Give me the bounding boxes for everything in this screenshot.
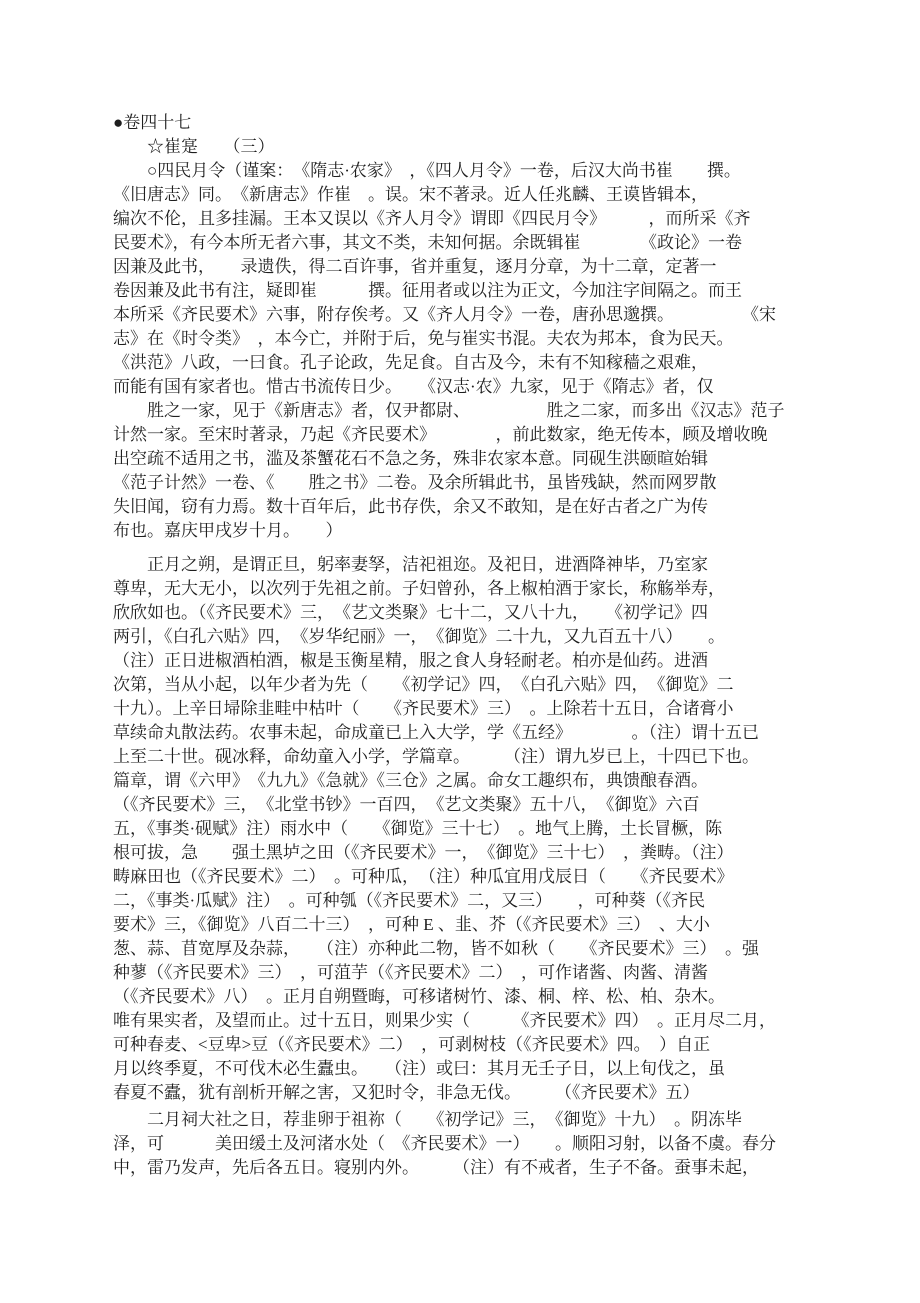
- text-line: 二，《事类·瓜赋》注） 。可种瓠（《齐民要术》二，又三） ，可种葵（《齐民: [113, 891, 706, 910]
- text-line: 而能有国有家者也。惜古书流传日少。 《汉志·农》九家，见于《隋志》者，仅: [113, 377, 714, 396]
- text-line: 因兼及此书， 录遗佚，得二百许事，省并重复，逐月分章，为十二章，定著一: [113, 257, 717, 276]
- text-line: 根可拔，急 强土黑垆之田（《齐民要术》一， 《御览》三十七） ，粪畴。（注）: [113, 843, 734, 862]
- text-line: 尊卑，无大无小，以次列于先祖之前。子妇曾孙，各上椒柏酒于家长，称觞举寿，: [113, 579, 725, 598]
- volume-heading: [113, 111, 813, 159]
- text-line: 两引，《白孔六贴》四， 《岁华纪丽》一， 《御览》二十九，又九百五十八） 。: [113, 627, 725, 646]
- text-line: 计然一家。至宋时著录，乃起《齐民要术》 ，前此数家，绝无传本，顾及增收晚: [113, 425, 768, 444]
- text-block: [113, 111, 813, 1180]
- text-line: 篇章，谓《六甲》 《九九》《急就》《三仓》之属。命女工趣织布，典馈酿春酒。: [113, 771, 708, 790]
- text-line: 正月之朔，是谓正旦，躬率妻孥，洁祀祖迩。及祀日，进酒降神毕，乃室家: [113, 555, 708, 574]
- text-line: 欣欣如也。（《齐民要术》三， 《艺文类聚》七十二，又八十九， 《初学记》四: [113, 603, 708, 622]
- text-line: ☆崔寔 （三）: [113, 137, 275, 156]
- text-line: 编次不伦，且多挂漏。王本又误以《齐人月令》谓即《四民月令》 ，而所采《齐: [113, 209, 751, 228]
- text-line: 上至二十世。砚冰释，命幼童入小学，学篇章。 （注）谓九岁已上，十四已下也。: [113, 747, 759, 766]
- text-line: （《齐民要术》三， 《北堂书钞》一百四， 《艺文类聚》五十八， 《御览》六百: [113, 795, 700, 814]
- text-line: 本所采《齐民要术》六事，附存俟考。又《齐人月令》一卷，唐孙思邈撰。 《宋: [113, 305, 776, 324]
- text-line: （注）正日进椒酒柏酒，椒是玉衡星精，服之食人身轻耐老。柏亦是仙药。进酒: [113, 651, 708, 670]
- text-line: （《齐民要术》八） 。正月自朔暨晦，可移诸树竹、漆、桐、梓、松、柏、杂木。: [113, 987, 725, 1006]
- text-line: 次第，当从小起，以年少者为先（ 《初学记》四， 《白孔六贴》四， 《御览》二: [113, 675, 734, 694]
- text-line: 《旧唐志》同。 《新唐志》作崔 。误。宋不著录。近人任兆麟、王谟皆辑本，: [113, 185, 708, 204]
- text-line: 畴麻田也（《齐民要术》二） 。可种瓜， （注）种瓜宜用戊辰日（ 《齐民要术》: [113, 867, 734, 886]
- text-line: 草续命丸散法药。农事未起，命成童已上入大学，学《五经》 。（注）谓十五已: [113, 723, 759, 742]
- text-line: 唯有果实者，及望而止。过十五日，则果少实（ 《齐民要术》四） 。正月尽二月，: [113, 1011, 776, 1030]
- text-line: 《洪范》八政，一曰食。孔子论政，先足食。自古及今，未有不知稼穑之艰难，: [113, 353, 708, 372]
- text-line: 胜之一家，见于《新唐志》者，仅尹都尉、 胜之二家，而多出《汉志》范子: [113, 401, 785, 420]
- text-line: 民要术》，有今本所无者六事，其文不类，未知何据。余既辑崔 《政论》一卷: [113, 233, 742, 252]
- text-line: 泽，可 美田缓土及河渚水处（ 《齐民要术》一） 。顺阳习射，以备不虞。春分: [113, 1134, 776, 1153]
- text-line: 中，雷乃发声，先后各五日。寝别内外。 （注）有不戒者，生子不备。蚕事未起，: [113, 1158, 759, 1177]
- text-line: 卷因兼及此书有注，疑即崔 撰。征用者或以注为正文，今加注字间隔之。而王: [113, 281, 742, 300]
- text-line: 十九）。上辛日埽除韭畦中枯叶（ 《齐民要术》三） 。上除若十五日，合诸膏小: [113, 699, 734, 718]
- text-line: ●卷四十七: [113, 113, 192, 132]
- text-line: 志》在《时令类》 ，本今亡，并附于后，免与崔实书混。夫农为邦本，食为民天。: [113, 329, 734, 348]
- text-line: 要术》三，《御览》八百二十三） ，可种 E 、韭、芥（《齐民要术》三） 、大小: [113, 915, 710, 934]
- second-month-paragraph: [113, 1108, 813, 1180]
- text-line: 失旧闻，窃有力焉。数十百年后，此书存佚，余又不敢知，是在好古者之广为传: [113, 497, 708, 516]
- text-line: 《范子计然》一卷、《 胜之书》二卷。及余所辑此书，虽皆残缺，然而网罗散: [113, 473, 717, 492]
- text-line: 出空疏不适用之书，滥及茶蟹花石不急之务，殊非农家本意。同砚生洪颐暄始辑: [113, 449, 708, 468]
- text-line: 五，《事类·砚赋》注）雨水中（ 《御览》三十七） 。地气上腾，土长冒橛，陈: [113, 819, 723, 838]
- text-line: 春夏不蠹，犹有剖析开解之害，又犯时令，非急无伐。 （《齐民要术》五）: [113, 1083, 700, 1102]
- text-line: 布也。嘉庆甲戌岁十月。 ）: [113, 521, 343, 540]
- text-line: 种蓼（《齐民要术》三） ，可菹芋（《齐民要术》二） ，可作诸酱、肉酱、清酱: [113, 963, 708, 982]
- text-line: 月以终季夏，不可伐木必生蠹虫。 （注）或曰：其月无壬子日，以上旬伐之，虽: [113, 1059, 725, 1078]
- first-month-paragraph: [113, 553, 813, 1105]
- text-line: 二月祠大社之日，荐韭卵于祖祢（ 《初学记》三， 《御览》十九） 。阴冻毕: [113, 1110, 742, 1129]
- text-line: ○四民月令（谨案： 《隋志·农家》 ，《四人月令》一卷，后汉大尚书崔 撰。: [113, 161, 741, 180]
- text-line: 可种春麦、<豆卑>豆（《齐民要术》二） ，可剥树枝（《齐民要术》四。 ）自正: [113, 1035, 711, 1054]
- preface-paragraph: [113, 159, 813, 543]
- text-line: 葱、蒜、苜宽厚及杂蒜， （注）亦种此二物，皆不如秋（ 《齐民要术》三） 。强: [113, 939, 759, 958]
